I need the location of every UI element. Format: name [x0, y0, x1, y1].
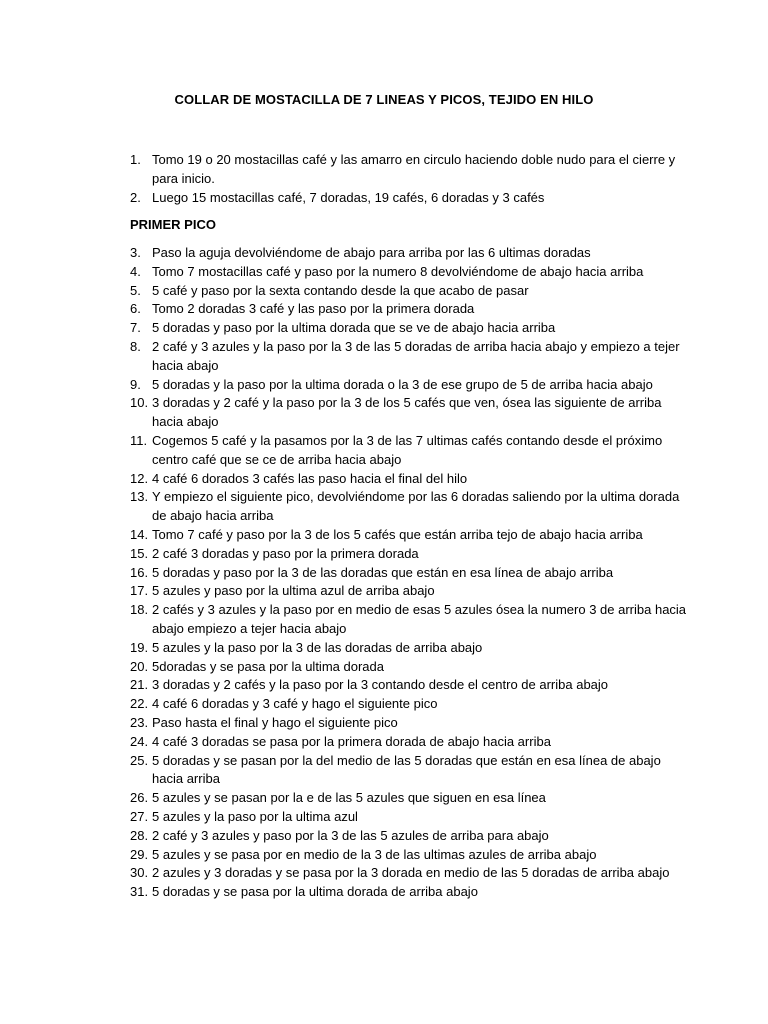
list-item-text: Luego 15 mostacillas café, 7 doradas, 19 cafés, 6 doradas y 3 cafés	[152, 189, 545, 205]
list-item-number: 18.	[130, 602, 149, 618]
list-item-text: Y empiezo el siguiente pico, devolviéndome por las 6 doradas saliendo por la ultima dorada de abajo hacia arriba	[152, 489, 680, 524]
list-item-number: 27.	[130, 808, 149, 824]
list-item	[130, 263, 690, 282]
list-item	[130, 564, 690, 583]
list-item-number: 1.	[130, 152, 141, 167]
list-item-text: Tomo 7 mostacillas café y paso por la numero 8 devolviéndome de abajo hacia arriba	[152, 263, 644, 279]
list-item-text: 5 doradas y paso por la ultima dorada que se ve de abajo hacia arriba	[152, 320, 556, 336]
list-item-number: 24.	[130, 733, 149, 749]
document-title: COLLAR DE MOSTACILLA DE 7 LINEAS Y PICOS, TEJIDO EN HILO	[174, 92, 594, 107]
list-item-text: 5 doradas y se pasan por la del medio de las 5 doradas que están en esa línea de abajo hacia arriba	[152, 752, 661, 787]
list-item-number: 22.	[130, 696, 149, 712]
intro-steps-list	[130, 151, 690, 207]
list-item	[130, 300, 690, 319]
list-item	[130, 883, 690, 902]
list-item-text: 3 doradas y 2 cafés y la paso por la 3 contando desde el centro de arriba abajo	[152, 677, 609, 693]
list-item	[130, 488, 690, 526]
list-item	[130, 151, 690, 189]
list-item	[130, 338, 690, 376]
list-item	[130, 601, 690, 639]
list-item	[130, 189, 690, 208]
list-item-text: 5 azules y la paso por la 3 de las doradas de arriba abajo	[152, 639, 483, 655]
list-item	[130, 827, 690, 846]
list-item-text: 2 café y 3 azules y paso por la 3 de las 5 azules de arriba para abajo	[152, 827, 549, 843]
list-item-text: 5 café y paso por la sexta contando desde la que acabo de pasar	[152, 282, 529, 298]
list-item-text: 5 azules y se pasa por en medio de la 3 de las ultimas azules de arriba abajo	[152, 846, 597, 862]
list-item	[130, 808, 690, 827]
list-item-text: 5 doradas y la paso por la ultima dorada o la 3 de ese grupo de 5 de arriba hacia abajo	[152, 376, 653, 392]
list-item-number: 25.	[130, 752, 149, 768]
list-item	[130, 789, 690, 808]
list-item	[130, 733, 690, 752]
list-item-number: 23.	[130, 714, 149, 730]
list-item-number: 5.	[130, 282, 141, 298]
list-item	[130, 582, 690, 601]
list-item-text: Tomo 19 o 20 mostacillas café y las amarro en circulo haciendo doble nudo para el cierre y para inicio.	[152, 152, 676, 186]
list-item-number: 4.	[130, 263, 141, 279]
list-item-text: 5doradas y se pasa por la ultima dorada	[152, 658, 384, 674]
list-item	[130, 244, 690, 263]
section-heading: PRIMER PICO	[130, 217, 216, 232]
list-item-number: 21.	[130, 677, 149, 693]
list-item-number: 11.	[130, 432, 148, 448]
list-item-number: 13.	[130, 489, 149, 505]
list-item-number: 8.	[130, 338, 141, 354]
list-item-text: 2 azules y 3 doradas y se pasa por la 3 dorada en medio de las 5 doradas de arriba abajo	[152, 865, 670, 881]
list-item	[130, 432, 690, 470]
list-item-text: 2 cafés y 3 azules y la paso por en medio de esas 5 azules ósea la numero 3 de arriba hacia abajo empiezo a tejer hacia abajo	[152, 602, 687, 636]
list-item-text: 5 azules y paso por la ultima azul de arriba abajo	[152, 583, 435, 599]
list-item-number: 7.	[130, 320, 141, 336]
list-item-number: 20.	[130, 658, 149, 674]
list-item	[130, 376, 690, 395]
list-item	[130, 319, 690, 338]
list-item-number: 14.	[130, 526, 149, 542]
list-item	[130, 282, 690, 301]
list-item	[130, 639, 690, 658]
list-item	[130, 714, 690, 733]
list-item-text: Cogemos 5 café y la pasamos por la 3 de las 7 ultimas cafés contando desde el próximo centro café que se ce de arriba hacia abajo	[152, 432, 663, 467]
list-item-text: 4 café 3 doradas se pasa por la primera dorada de abajo hacia arriba	[152, 733, 551, 749]
list-item	[130, 526, 690, 545]
list-item	[130, 846, 690, 865]
list-item	[130, 658, 690, 677]
list-item-text: Paso hasta el final y hago el siguiente pico	[152, 714, 398, 730]
list-item-text: Tomo 2 doradas 3 café y las paso por la primera dorada	[152, 301, 475, 317]
list-item-number: 9.	[130, 376, 141, 392]
list-item-number: 29.	[130, 846, 149, 862]
list-item-text: 4 café 6 doradas y 3 café y hago el siguiente pico	[152, 696, 438, 712]
list-item-number: 28.	[130, 827, 149, 843]
list-item-number: 19.	[130, 639, 149, 655]
list-item	[130, 864, 690, 883]
list-item-text: 3 doradas y 2 café y la paso por la 3 de los 5 cafés que ven, ósea las siguiente de arriba hacia abajo	[152, 395, 662, 430]
list-item-text: Paso la aguja devolviéndome de abajo para arriba por las 6 ultimas doradas	[152, 245, 591, 260]
list-item	[130, 676, 690, 695]
list-item-text: 5 azules y se pasan por la e de las 5 azules que siguen en esa línea	[152, 790, 546, 806]
list-item-number: 31.	[130, 884, 149, 900]
list-item-number: 16.	[130, 564, 149, 580]
list-item	[130, 470, 690, 489]
list-item-number: 15.	[130, 545, 149, 561]
list-item-number: 12.	[130, 470, 149, 486]
list-item-text: 2 café 3 doradas y paso por la primera dorada	[152, 545, 419, 561]
list-item-number: 30.	[130, 865, 149, 881]
list-item	[130, 695, 690, 714]
list-item	[130, 752, 690, 790]
list-item-text: Tomo 7 café y paso por la 3 de los 5 cafés que están arriba tejo de abajo hacia arriba	[152, 526, 643, 542]
list-item-text: 5 doradas y se pasa por la ultima dorada de arriba abajo	[152, 884, 478, 900]
list-item-number: 3.	[130, 245, 141, 260]
list-item-text: 2 café y 3 azules y la paso por la 3 de las 5 doradas de arriba hacia abajo y empiezo a tejer hacia abajo	[152, 338, 680, 373]
list-item-number: 10.	[130, 395, 149, 411]
list-item-text: 5 doradas y paso por la 3 de las doradas que están en esa línea de abajo arriba	[152, 564, 614, 580]
list-item	[130, 394, 690, 432]
list-item-text: 4 café 6 dorados 3 cafés las paso hacia el final del hilo	[152, 470, 468, 486]
list-item-number: 2.	[130, 189, 141, 205]
list-item-number: 17.	[130, 583, 149, 599]
list-item-number: 6.	[130, 301, 141, 317]
list-item-number: 26.	[130, 790, 149, 806]
list-item	[130, 545, 690, 564]
steps-list	[130, 244, 690, 902]
list-item-text: 5 azules y la paso por la ultima azul	[152, 808, 358, 824]
